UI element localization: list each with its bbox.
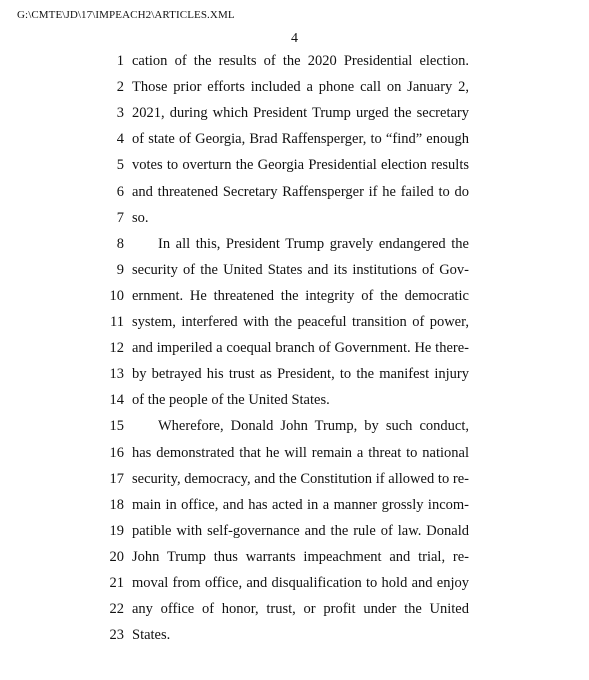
line-text: and imperiled a coequal branch of Government. He there- bbox=[132, 340, 469, 357]
line-number: 7 bbox=[116, 209, 124, 226]
document-line bbox=[0, 600, 589, 626]
line-text: John Trump thus warrants impeachment and trial, re- bbox=[132, 548, 469, 565]
line-text: so. bbox=[132, 209, 149, 226]
document-line bbox=[0, 183, 589, 209]
document-line bbox=[0, 496, 589, 522]
document-line bbox=[0, 548, 589, 574]
document-line bbox=[0, 574, 589, 600]
line-number: 17 bbox=[109, 470, 124, 487]
line-number: 22 bbox=[109, 601, 124, 618]
document-line bbox=[0, 339, 589, 365]
line-text: security, democracy, and the Constitution if allowed to re- bbox=[132, 470, 469, 487]
document-line bbox=[0, 626, 589, 652]
line-text: of state of Georgia, Brad Raffensperger, to “find” enough bbox=[132, 131, 469, 148]
document-line bbox=[0, 235, 589, 261]
document-line bbox=[0, 156, 589, 182]
document-line bbox=[0, 52, 589, 78]
document-line bbox=[0, 365, 589, 391]
line-number: 8 bbox=[116, 235, 124, 252]
line-text: by betrayed his trust as President, to the manifest injury bbox=[132, 366, 469, 383]
document-line bbox=[0, 130, 589, 156]
document-line bbox=[0, 287, 589, 313]
line-text: patible with self-governance and the rule of law. Donald bbox=[132, 522, 469, 539]
line-text: ernment. He threatened the integrity of the democratic bbox=[132, 287, 469, 304]
line-number: 19 bbox=[109, 522, 124, 539]
file-path-header: G:\CMTE\JD\17\IMPEACH2\ARTICLES.XML bbox=[17, 9, 235, 21]
document-line bbox=[0, 78, 589, 104]
line-text: cation of the results of the 2020 Presidential election. bbox=[132, 53, 469, 69]
line-text: any office of honor, trust, or profit under the United bbox=[132, 601, 469, 618]
document-line bbox=[0, 470, 589, 496]
document-line bbox=[0, 209, 589, 235]
document-line bbox=[0, 444, 589, 470]
line-number: 4 bbox=[116, 131, 124, 148]
line-number: 10 bbox=[109, 287, 124, 304]
line-number: 11 bbox=[110, 314, 124, 330]
page-number: 4 bbox=[291, 31, 298, 46]
line-number: 18 bbox=[109, 496, 124, 513]
line-text: main in office, and has acted in a manner grossly incom- bbox=[132, 496, 469, 513]
line-text: In all this, President Trump gravely endangered the bbox=[158, 235, 469, 252]
line-number: 13 bbox=[109, 366, 124, 383]
document-line bbox=[0, 391, 589, 417]
line-number: 9 bbox=[116, 261, 124, 278]
line-number: 12 bbox=[109, 340, 124, 357]
line-text: system, interfered with the peaceful transition of power, bbox=[132, 314, 469, 330]
line-text: Wherefore, Donald John Trump, by such conduct, bbox=[158, 418, 469, 435]
line-text: 2021, during which President Trump urged the secretary bbox=[132, 105, 469, 122]
line-number: 2 bbox=[116, 79, 124, 96]
line-number: 21 bbox=[109, 575, 124, 591]
line-text: moval from office, and disqualification to hold and enjoy bbox=[132, 575, 469, 591]
line-text: States. bbox=[132, 627, 171, 644]
document-line bbox=[0, 313, 589, 339]
document-line bbox=[0, 522, 589, 548]
line-number: 5 bbox=[116, 157, 124, 174]
line-text: security of the United States and its institutions of Gov- bbox=[132, 261, 469, 278]
line-number: 23 bbox=[109, 627, 124, 644]
line-text: and threatened Secretary Raffensperger if he failed to do bbox=[132, 183, 469, 200]
line-number: 3 bbox=[116, 105, 124, 122]
document-line bbox=[0, 261, 589, 287]
line-text: votes to overturn the Georgia Presidential election results bbox=[132, 157, 469, 174]
line-number: 6 bbox=[116, 183, 124, 200]
line-number: 15 bbox=[109, 418, 124, 435]
line-number: 20 bbox=[109, 548, 124, 565]
line-text: has demonstrated that he will remain a threat to national bbox=[132, 444, 469, 461]
line-number: 14 bbox=[109, 392, 124, 409]
line-text: Those prior efforts included a phone call on January 2, bbox=[132, 79, 469, 96]
document-line bbox=[0, 104, 589, 130]
line-number: 1 bbox=[116, 53, 124, 69]
line-number: 16 bbox=[109, 444, 124, 461]
document-line bbox=[0, 417, 589, 443]
line-text: of the people of the United States. bbox=[132, 392, 330, 409]
